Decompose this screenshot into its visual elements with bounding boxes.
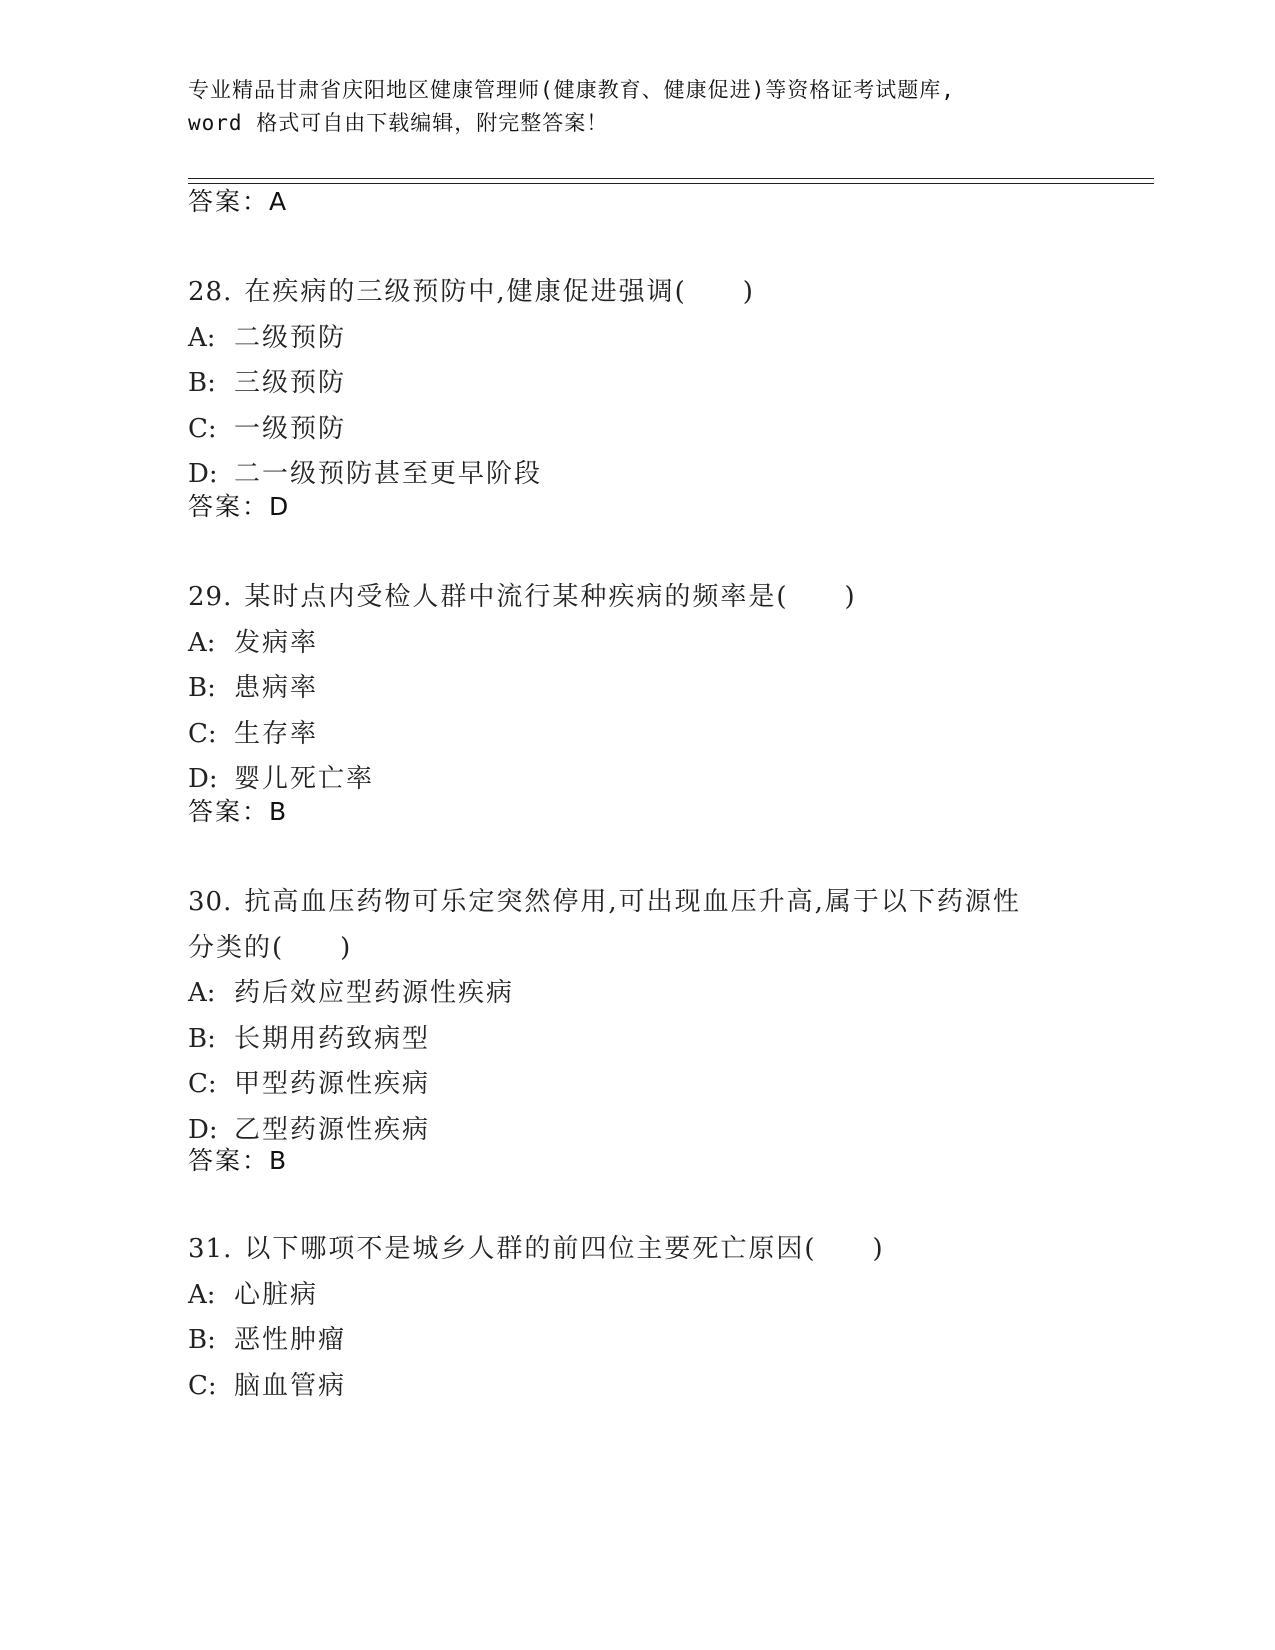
option-key: A:	[188, 627, 216, 658]
option-key: A:	[188, 322, 216, 353]
option-key: D:	[188, 764, 218, 794]
question-number: 31.	[188, 1234, 233, 1264]
option-key: B:	[188, 368, 216, 398]
option-a	[188, 971, 1088, 1017]
header-line-1: 专业精品甘肃省庆阳地区健康管理师(健康教育、健康促进)等资格证考试题库,	[188, 78, 955, 102]
option-text: 一级预防	[234, 413, 347, 444]
question-stem	[188, 880, 1088, 926]
answer-30	[188, 1145, 1088, 1177]
answer-label: 答案：	[188, 797, 270, 826]
option-text: 长期用药致病型	[234, 1023, 431, 1054]
question-stem-continued: 分类的( )	[188, 932, 353, 963]
question-stem	[188, 1227, 1088, 1273]
option-key: A:	[188, 1279, 216, 1310]
answer-label: 答案：	[188, 492, 270, 521]
question-text: 在疾病的三级预防中,健康促进强调( )	[244, 277, 755, 307]
option-key: D:	[188, 459, 218, 489]
answer-29	[188, 796, 1088, 828]
question-stem	[188, 575, 1088, 621]
question-number: 29.	[188, 582, 233, 612]
header-line-2: word 格式可自由下载编辑，附完整答案！	[188, 111, 609, 135]
question-31	[188, 1227, 1088, 1409]
option-b	[188, 1318, 1088, 1364]
header-divider-bottom	[188, 183, 1154, 184]
question-text: 抗高血压药物可乐定突然停用,可出现血压升高,属于以下药源性	[244, 887, 1021, 917]
option-text: 乙型药源性疾病	[234, 1114, 431, 1145]
option-c	[188, 1062, 1088, 1108]
option-key: C:	[188, 1370, 217, 1401]
option-key: B:	[188, 1325, 216, 1355]
answer-value: B	[269, 797, 287, 826]
option-key: B:	[188, 673, 216, 703]
option-a	[188, 1273, 1088, 1319]
option-text: 二级预防	[234, 322, 347, 353]
option-text: 婴儿死亡率	[234, 764, 375, 794]
question-text: 某时点内受检人群中流行某种疾病的频率是( )	[244, 582, 857, 612]
question-28	[188, 270, 1088, 498]
answer-value: D	[269, 492, 289, 521]
answer-28	[188, 491, 1088, 523]
option-c	[188, 1364, 1088, 1410]
question-stem	[188, 270, 1088, 316]
option-text: 脑血管病	[234, 1370, 347, 1401]
option-c	[188, 407, 1088, 453]
option-b	[188, 361, 1088, 407]
question-number: 30.	[188, 887, 233, 917]
option-key: D:	[188, 1114, 218, 1145]
document-header	[188, 74, 1088, 140]
question-text: 以下哪项不是城乡人群的前四位主要死亡原因( )	[244, 1234, 885, 1264]
option-key: C:	[188, 718, 217, 749]
answer-value: A	[269, 187, 287, 216]
header-divider-top	[188, 178, 1154, 179]
option-key: C:	[188, 413, 217, 444]
prev-answer	[188, 186, 1088, 218]
option-a	[188, 621, 1088, 667]
option-text: 患病率	[234, 673, 319, 703]
option-b	[188, 666, 1088, 712]
option-key: B:	[188, 1023, 216, 1054]
option-text: 恶性肿瘤	[234, 1325, 347, 1355]
option-text: 生存率	[234, 718, 319, 749]
option-text: 二一级预防甚至更早阶段	[234, 459, 543, 489]
answer-value: B	[269, 1146, 287, 1175]
option-a	[188, 316, 1088, 362]
question-30	[188, 880, 1088, 1153]
option-c	[188, 712, 1088, 758]
option-key: A:	[188, 978, 216, 1008]
option-text: 心脏病	[234, 1279, 319, 1310]
option-b	[188, 1017, 1088, 1063]
option-text: 三级预防	[234, 368, 347, 398]
option-key: C:	[188, 1069, 217, 1099]
option-text: 发病率	[234, 627, 319, 658]
question-29	[188, 575, 1088, 803]
question-number: 28.	[188, 277, 233, 307]
option-text: 甲型药源性疾病	[234, 1069, 431, 1099]
answer-label: 答案：	[188, 1146, 270, 1175]
option-text: 药后效应型药源性疾病	[234, 978, 515, 1008]
answer-label: 答案：	[188, 187, 270, 216]
